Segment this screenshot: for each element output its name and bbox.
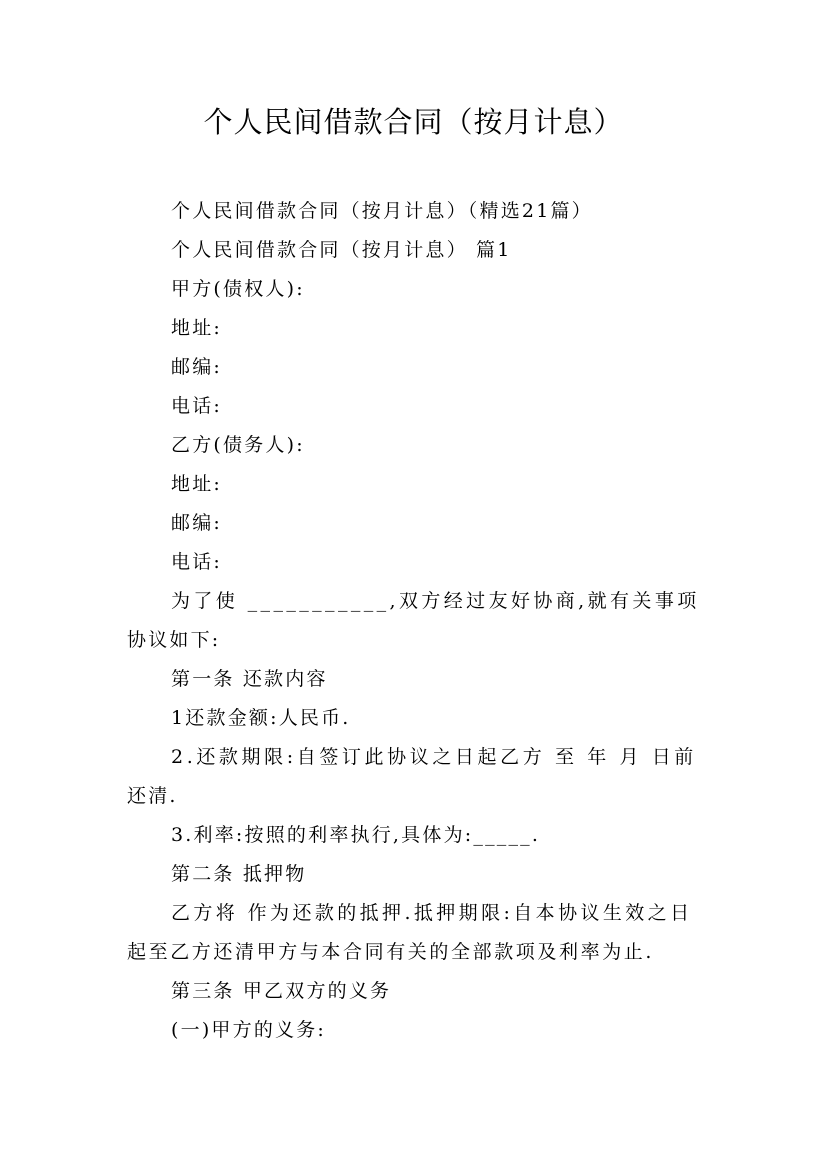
- party-b-address: 地址:: [171, 473, 223, 495]
- article-1-item-2-line-1: 2.还款期限:自签订此协议之日起乙方 至 年 月 日前: [171, 746, 697, 768]
- document-title: 个人民间借款合同（按月计息）: [203, 105, 624, 139]
- article-2-heading: 第二条 抵押物: [171, 863, 307, 885]
- article-1-heading: 第一条 还款内容: [171, 668, 328, 690]
- preamble-line-2: 协议如下:: [127, 629, 221, 651]
- party-a-postcode: 邮编:: [171, 356, 223, 378]
- section-heading: 个人民间借款合同（按月计息） 篇1: [171, 239, 512, 261]
- party-b-postcode: 邮编:: [171, 512, 223, 534]
- party-a-address: 地址:: [171, 317, 223, 339]
- article-1-item-1: 1还款金额:人民币.: [171, 707, 351, 729]
- subtitle-line: 个人民间借款合同（按月计息）（精选21篇）: [171, 200, 593, 222]
- party-b-label: 乙方(债务人):: [171, 434, 305, 456]
- article-3-subheading: (一)甲方的义务:: [171, 1019, 327, 1041]
- article-2-text-line-1: 乙方将 作为还款的抵押.抵押期限:自本协议生效之日: [171, 902, 693, 924]
- party-b-phone: 电话:: [171, 551, 223, 573]
- article-1-item-2-line-2: 还清.: [127, 785, 178, 807]
- article-1-item-3: 3.利率:按照的利率执行,具体为:_____.: [171, 824, 541, 846]
- article-3-heading: 第三条 甲乙双方的义务: [171, 980, 392, 1002]
- party-a-label: 甲方(债权人):: [171, 278, 305, 300]
- preamble-line-1: 为了使 ___________,双方经过友好协商,就有关事项: [171, 590, 700, 612]
- article-2-text-line-2: 起至乙方还清甲方与本合同有关的全部款项及利率为止.: [127, 941, 655, 963]
- party-a-phone: 电话:: [171, 395, 223, 417]
